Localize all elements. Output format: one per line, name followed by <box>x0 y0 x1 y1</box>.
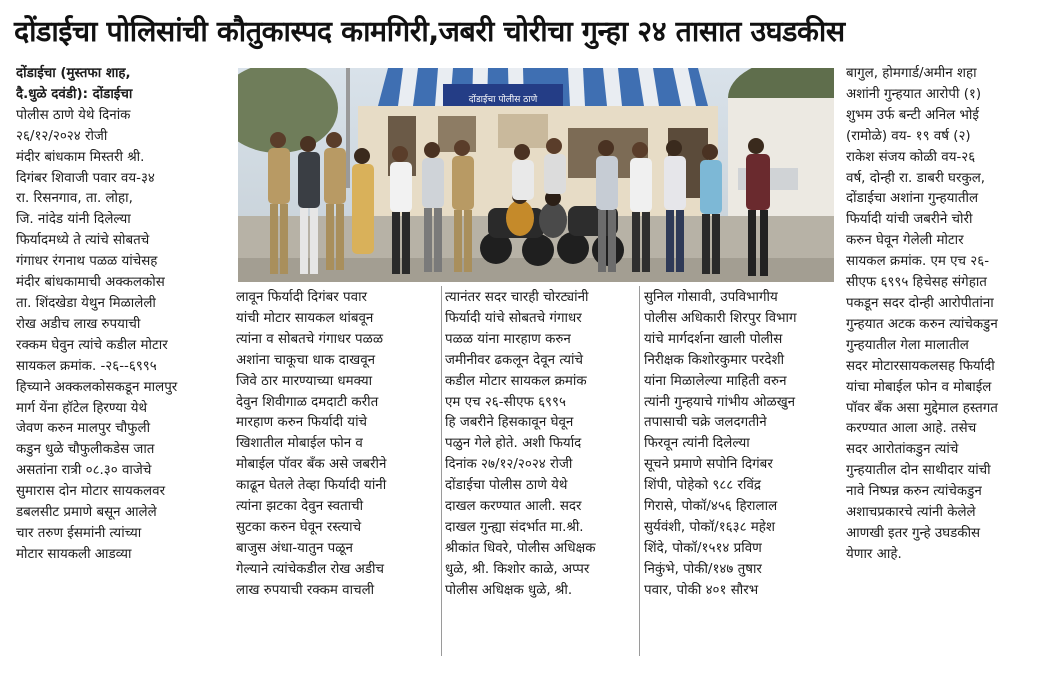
article-text-line: करण्यात आला आहे. तसेच <box>846 421 977 437</box>
article-text-line: (रामोळे) वय- १९ वर्ष (२) <box>846 128 971 144</box>
article-text-line: अशांनी गुन्हयात आरोपी (१) <box>846 86 982 102</box>
article-text-line: फिरवून त्यांनी दिलेल्या <box>644 436 750 452</box>
article-text-line: दै.धुळे दवंडी): दोंडाईचा <box>16 86 133 102</box>
article-text-line: हिच्याने अक्कलकोसकडून मालपुर <box>16 379 178 395</box>
article-text-line: श्रीकांत धिवरे, पोलीस अधिक्षक <box>445 540 596 556</box>
article-column-3 <box>445 288 633 602</box>
article-text-line: हि जबरीने हिसकावून घेवून <box>445 415 574 431</box>
article-text-line: दिगंबर शिवाजी पवार वय-३४ <box>16 170 155 186</box>
article-text-line: यांचा मोबाईल फोन व मोबाईल <box>846 379 992 395</box>
article-text-line: त्यांना झटका देवुन स्वताची <box>236 499 364 515</box>
article-text-line: मोबाईल पॉवर बँक असे जबरीने <box>236 457 387 473</box>
article-text-line: गुन्हयात अटक करुन त्यांचेकडुन <box>846 316 998 332</box>
article-text-line: यांची मोटार सायकल थांबवून <box>236 310 374 326</box>
article-text-line: शिंदे, पोकॉ/१५१४ प्रविण <box>644 540 762 556</box>
article-text-line: जिवे ठार मारण्याच्या धमक्या <box>236 373 373 389</box>
article-column-4 <box>644 288 834 602</box>
article-text-line: मंदीर बांधकाम मिस्तरी श्री. <box>16 149 145 165</box>
article-text-line: सुर्यवंशी, पोकॉ/१६३८ महेश <box>644 519 776 535</box>
article-text-line: निरीक्षक किशोरकुमार परदेशी <box>644 352 785 368</box>
article-text-line: दोंडाईचा (मुस्तफा शाह, <box>16 66 131 81</box>
article-text-line: गेल्याने त्यांचेकडील रोख अडीच <box>236 561 384 577</box>
article-text-line: सुमारास दोन मोटार सायकलवर <box>16 484 166 500</box>
article-text-line: बाजुस अंधा-यातुन पळून <box>236 540 353 556</box>
article-text-line: धुळे, श्री. किशोर काळे, अप्पर <box>445 561 590 577</box>
article-text-line: मारहाण करुन फिर्यादी यांचे <box>236 415 368 431</box>
article-text-line: सूचने प्रमाणे सपोनि दिगंबर <box>644 457 773 473</box>
article-text-line: करुन घेवून गेलेली मोटार <box>846 233 964 249</box>
article-text-line: अशांना चाकूचा धाक दाखवून <box>236 352 376 368</box>
article-text-line: येणार आहे. <box>846 546 902 562</box>
article-text-line: दोंडाईचा अशांना गुन्हयातील <box>846 191 979 207</box>
article-text-line: दिनांक २७/१२/२०२४ रोजी <box>445 457 573 473</box>
article-text-line: कडुन धुळे चौफुलीकडेस जात <box>16 442 155 458</box>
article-text-line: दाखल करण्यात आली. सदर <box>445 499 582 515</box>
article-text-line: आणखी इतर गुन्हे उघडकीस <box>846 525 981 541</box>
article-text-line: त्यानंतर सदर चारही चोरट्यांनी <box>445 290 589 305</box>
article-text-line: जमीनीवर ढकलून देवून त्यांचे <box>445 352 583 368</box>
article-text-line: यांना मिळालेल्या माहिती वरुन <box>644 373 787 389</box>
article-text-line: शुभम उर्फ बन्टी अनिल भोई <box>846 107 979 123</box>
article-text-line: मोटार सायकली आडव्या <box>16 546 132 562</box>
article-text-line: सीएफ ६९९५ हिचेसह संगेहात <box>846 275 987 291</box>
article-text-line: गुन्हयातील गेला मालातील <box>846 337 969 353</box>
article-text-line: पळळ यांना मारहाण करुन <box>445 331 571 347</box>
article-text-line: मंदीर बांधकामाची अक्कलकोस <box>16 275 165 291</box>
article-column-1 <box>16 64 224 566</box>
article-column-2 <box>236 288 434 602</box>
article-text-line: नावे निष्पन्न करुन त्यांचेकडुन <box>846 484 982 500</box>
article-text-line: खिशातील मोबाईल फोन व <box>236 436 363 452</box>
article-text-line: २६/१२/२०२४ रोजी <box>16 128 108 144</box>
article-text-line: सदर मोटारसायकलसह फिर्यादी <box>846 358 995 374</box>
article-text-line: सायकल क्रमांक. -२६--६९९५ <box>16 358 157 374</box>
article-text-line: पवार, पोकी ४०१ सौरभ <box>644 582 759 598</box>
news-photo <box>238 68 834 282</box>
article-text-line: त्यांना व सोबतचे गंगाधर पळळ <box>236 331 384 347</box>
article-text-line: ता. शिंदखेडा येथुन मिळालेली <box>16 295 156 311</box>
article-text-line: फिर्यादी यांची जबरीने चोरी <box>846 212 973 228</box>
article-text-line: पळुन गेले होते. अशी फिर्याद <box>445 436 582 452</box>
article-text-line: पोलीस अधिक्षक धुळे, श्री. <box>445 582 573 598</box>
article-text-line: रक्कम घेवुन त्यांचे कडील मोटार <box>16 337 168 353</box>
article-text-line: त्यांनी गुन्हयाचे गांभीय ओळखुन <box>644 394 796 410</box>
article-text-line: यांचे मार्गदर्शना खाली पोलीस <box>644 331 783 347</box>
article-text-line: दाखल गुन्ह्या संदर्भात मा.श्री. <box>445 519 584 535</box>
article-text-line: लाख रुपयाची रक्कम वाचली <box>236 582 375 598</box>
article-text-line: मार्ग येंना हॉटेल हिरण्या येथे <box>16 400 148 416</box>
article-text-line: सुनिल गोसावी, उपविभागीय <box>644 290 778 305</box>
article-text-line: जेवण करुन मालपुर चौफुली <box>16 421 151 437</box>
article-text-line: लावून फिर्यादी दिगंबर पवार <box>236 290 368 305</box>
article-column-5 <box>846 64 1040 566</box>
article-text-line: सायकल क्रमांक. एम एच २६- <box>846 254 990 270</box>
article-text-line: गुन्हयातील दोन साथीदार यांची <box>846 463 991 479</box>
article-text-line: देवुन शिवीगाळ दमदाटी करीत <box>236 394 379 410</box>
article-text-line: रोख अडीच लाख रुपयाची <box>16 316 141 332</box>
article-text-line: वर्ष, दोन्ही रा. डाबरी घरकुल, <box>846 170 986 186</box>
article-text-line: अशाचप्रकारचे त्यांनी केलेले <box>846 505 976 521</box>
column-divider <box>441 286 442 656</box>
article-text-line: पकडून सदर दोन्ही आरोपीतांना <box>846 295 994 311</box>
article-text-line: डबलसीट प्रमाणे बसून आलेले <box>16 505 157 521</box>
headline: दोंडाईचा पोलिसांची कौतुकास्पद कामगिरी,जबरी चोरीचा गुन्हा २४ तासात उघडकीस <box>14 15 845 48</box>
article-text-line: सुटका करुन घेवून रस्त्याचे <box>236 519 362 535</box>
article-text-line: निकुंभे, पोकी/१४७ तुषार <box>644 561 762 577</box>
article-text-line: असतांना रात्री ०८.३० वाजेचे <box>16 463 152 479</box>
sign-text: दोंडाईचा पोलीस ठाणे <box>468 95 538 105</box>
article-text-line: सदर आरोतांकडुन त्यांचे <box>846 442 959 458</box>
article-text-line: एम एच २६-सीएफ ६९९५ <box>445 394 566 410</box>
article-text-line: जि. नांदेड यांनी दिलेल्या <box>16 212 131 228</box>
article-text-line: शिंपी, पोहेको ९८८ रविंद्र <box>644 478 761 494</box>
article-text-line: पॉवर बँक असा मुद्देमाल हस्तगत <box>846 400 998 416</box>
group-photo-icon <box>238 68 834 282</box>
article-text-line: राकेश संजय कोळी वय-२६ <box>846 149 976 165</box>
article-text-line: पोलीस अधिकारी शिरपुर विभाग <box>644 310 797 326</box>
article-text-line: चार तरुण ईसमांनी त्यांच्या <box>16 525 142 541</box>
article-text-line: गंगाधर रंगनाथ पळळ यांचेसह <box>16 254 158 270</box>
column-divider <box>639 286 640 656</box>
article-text-line: फिर्यादमध्ये ते त्यांचे सोबतचे <box>16 233 150 249</box>
article-text-line: गिरासे, पोकॉ/४५६ हिरालाल <box>644 499 778 515</box>
article-text-line: दोंडाईचा पोलीस ठाणे येथे <box>445 478 568 494</box>
article-text-line: कडील मोटार सायकल क्रमांक <box>445 373 587 389</box>
article-text-line: काढून घेतले तेव्हा फिर्यादी यांनी <box>236 478 387 494</box>
article-text-line: तपासाची चक्रे जलदगतीने <box>644 415 767 431</box>
article-text-line: पोलीस ठाणे येथे दिनांक <box>16 107 131 123</box>
article-text-line: रा. रिसनगाव, ता. लोहा, <box>16 191 133 207</box>
article-text-line: बागुल, होमगार्ड/अमीन शहा <box>846 66 977 81</box>
article-text-line: फिर्यादी यांचे सोबतचे गंगाधर <box>445 310 582 326</box>
